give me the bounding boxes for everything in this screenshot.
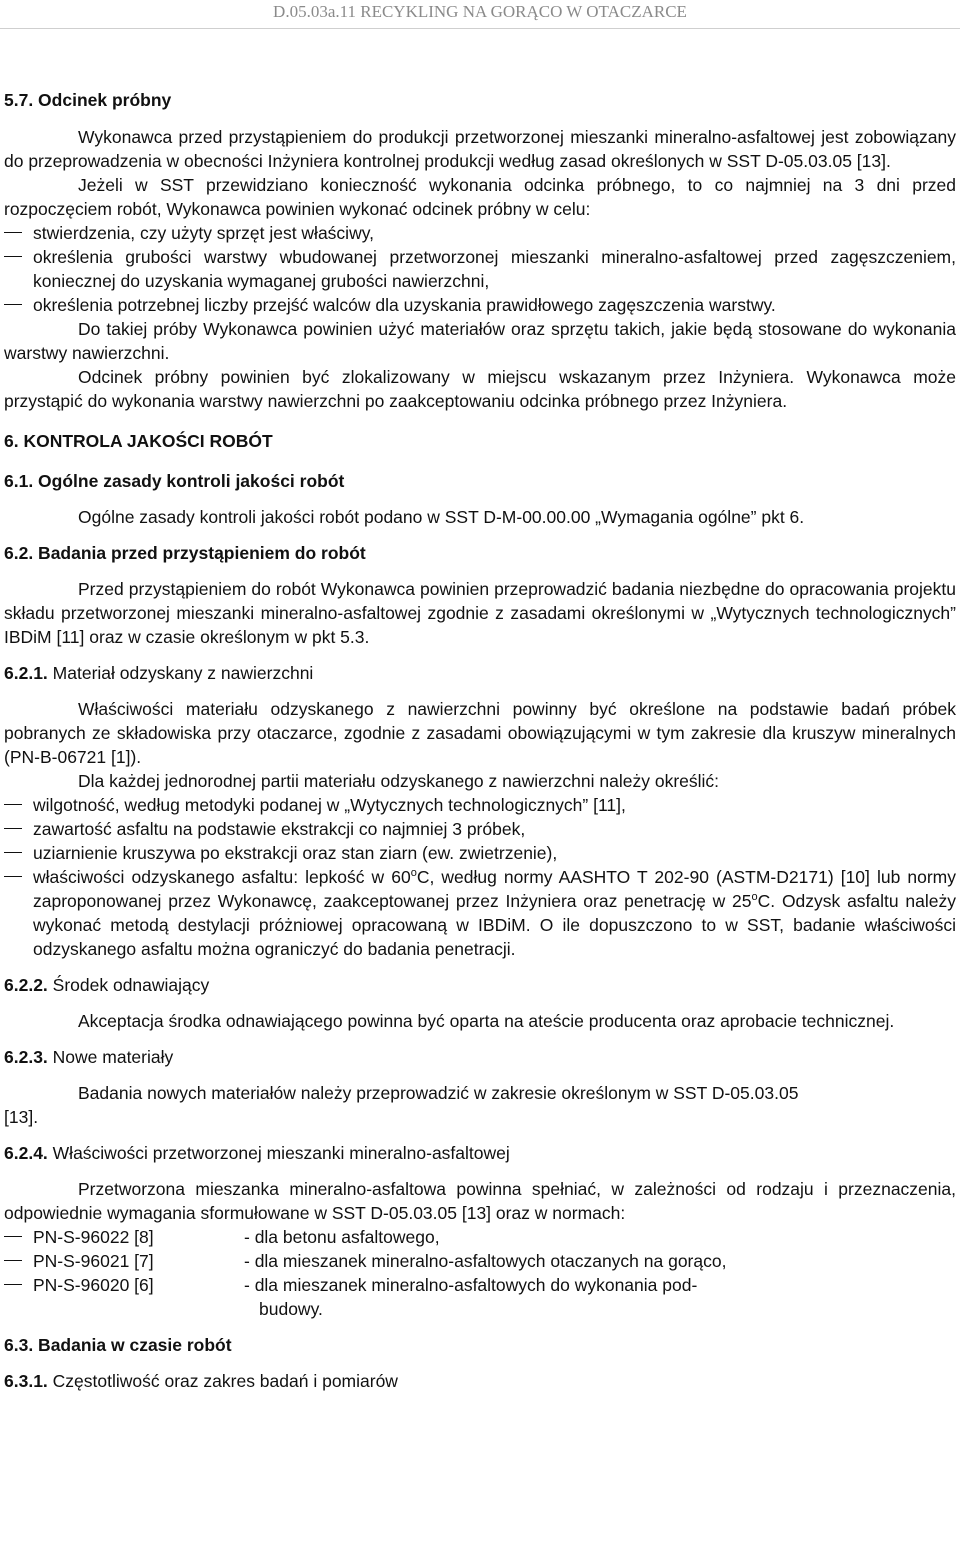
section-6-1-title: 6.1. Ogólne zasady kontroli jakości robót	[4, 471, 345, 491]
section-6-3-title: 6.3. Badania w czasie robót	[4, 1335, 232, 1355]
section-6-2-2-title: 6.2.2. Środek odnawiający	[4, 975, 210, 995]
paragraph: Akceptacja środka odnawiającego powinna być oparta na ateście producenta oraz aprobacie technicznej.	[78, 1011, 895, 1031]
section-6-title: 6. KONTROLA JAKOŚCI ROBÓT	[4, 431, 273, 451]
paragraph: Dla każdej jednorodnej partii materiału odzyskanego z nawierzchni należy określić:	[78, 771, 720, 791]
dash-bullet	[4, 1284, 22, 1285]
dash-list	[4, 793, 956, 961]
norm-item: PN-S-96022 [8] - dla betonu asfaltowego,	[4, 1225, 956, 1249]
list-item: właściwości odzyskanego asfaltu: lepkość w 60$^o$C, według normy AASHTO T 202-90 (ASTM-D2171) [10] lub normy zaproponowanej przez Wykonawcę, zaakceptowanej przez Inżyniera oraz penetrację w 25$^o$C. Odzysk asfaltu należy wykonać metodą destylacji próżniowej opracowaną w IBDiM. O ile dopuszczono to w SST, badanie właściwości odzyskanego asfaltu można ograniczyć do badania penetracji.	[4, 865, 956, 961]
paragraph: Odcinek próbny powinien być zlokalizowany w miejscu wskazanym przez Inżyniera. Wykonawca może przystąpić do wykonania warstwy nawierzchni po zaakceptowaniu odcinka próbnego przez Inżyniera.	[4, 367, 956, 411]
paragraph: Właściwości materiału odzyskanego z nawierzchni powinny być określone na podstawie badań próbek pobranych ze składowiska przy otaczarce, zgodnie z zasadami obowiązującymi w tym zakresie dla kruszyw mineralnych (PN-B-06721 [1]).	[4, 699, 956, 767]
paragraph: Wykonawca przed przystąpieniem do produkcji przetworzonej mieszanki mineralno-asfaltowej jest zobowiązany do przeprowadzenia w obecności Inżyniera kontrolnej produkcji według zasad określonych w SST D-05.03.05 [13].	[4, 127, 956, 171]
section-6-3-1-title: 6.3.1. Częstotliwość oraz zakres badań i pomiarów	[4, 1371, 398, 1391]
paragraph: Przed przystąpieniem do robót Wykonawca powinien przeprowadzić badania niezbędne do opracowania projektu składu przetworzonej mieszanki mineralno-asfaltowej zgodnie z zasadami określonymi w „Wytycznych technologicznych” IBDiM [11] oraz w czasie określonym w pkt 5.3.	[4, 579, 956, 647]
paragraph-continuation: [13].	[4, 1107, 39, 1127]
norm-item: PN-S-96020 [6] - dla mieszanek mineralno-asfaltowych do wykonania pod-	[4, 1273, 956, 1297]
norms-list	[4, 1225, 956, 1297]
dash-bullet	[4, 828, 22, 829]
dash-bullet	[4, 804, 22, 805]
dash-bullet	[4, 876, 22, 877]
dash-bullet	[4, 1260, 22, 1261]
running-header: D.05.03a.11 RECYKLING NA GORĄCO W OTACZARCE	[273, 2, 687, 21]
section-6-2-title: 6.2. Badania przed przystąpieniem do robót	[4, 543, 366, 563]
norm-continuation: budowy.	[259, 1299, 323, 1319]
dash-list	[4, 221, 956, 317]
norm-item: PN-S-96021 [7] - dla mieszanek mineralno-asfaltowych otaczanych na gorąco,	[4, 1249, 956, 1273]
paragraph: Jeżeli w SST przewidziano konieczność wykonania odcinka próbnego, to co najmniej na 3 dni przed rozpoczęciem robót, Wykonawca powinien wykonać odcinek próbny w celu:	[4, 175, 956, 219]
list-item: uziarnienie kruszywa po ekstrakcji oraz stan ziarn (ew. zwietrzenie),	[4, 841, 956, 865]
section-6-2-1-title: 6.2.1. Materiał odzyskany z nawierzchni	[4, 663, 314, 683]
paragraph: Ogólne zasady kontroli jakości robót podano w SST D-M-00.00.00 „Wymagania ogólne” pkt 6.	[78, 507, 805, 527]
list-item: określenia grubości warstwy wbudowanej przetworzonej mieszanki mineralno-asfaltowej przed zagęszczeniem, koniecznej do uzyskania wymaganej grubości nawierzchni,	[4, 245, 956, 293]
document-body	[4, 88, 956, 1393]
paragraph: Do takiej próby Wykonawca powinien użyć materiałów oraz sprzętu takich, jakie będą stosowane do wykonania warstwy nawierzchni.	[4, 319, 956, 363]
dash-bullet	[4, 852, 22, 853]
list-item: stwierdzenia, czy użyty sprzęt jest właściwy,	[4, 221, 956, 245]
section-5-7-title: 5.7. Odcinek próbny	[4, 90, 172, 110]
paragraph: Badania nowych materiałów należy przeprowadzić w zakresie określonym w SST D-05.03.05	[78, 1083, 799, 1103]
list-item: zawartość asfaltu na podstawie ekstrakcji co najmniej 3 próbek,	[4, 817, 956, 841]
list-item: wilgotność, według metodyki podanej w „Wytycznych technologicznych” [11],	[4, 793, 956, 817]
dash-bullet	[4, 232, 22, 233]
header-rule	[0, 28, 960, 29]
list-item: określenia potrzebnej liczby przejść walców dla uzyskania prawidłowego zagęszczenia warstwy.	[4, 293, 956, 317]
section-6-2-3-title: 6.2.3. Nowe materiały	[4, 1047, 174, 1067]
dash-bullet	[4, 256, 22, 257]
dash-bullet	[4, 304, 22, 305]
paragraph: Przetworzona mieszanka mineralno-asfaltowa powinna spełniać, w zależności od rodzaju i przeznaczenia, odpowiednie wymagania sformułowane w SST D-05.03.05 [13] oraz w normach:	[4, 1179, 956, 1223]
dash-bullet	[4, 1236, 22, 1237]
section-6-2-4-title: 6.2.4. Właściwości przetworzonej mieszanki mineralno-asfaltowej	[4, 1143, 510, 1163]
